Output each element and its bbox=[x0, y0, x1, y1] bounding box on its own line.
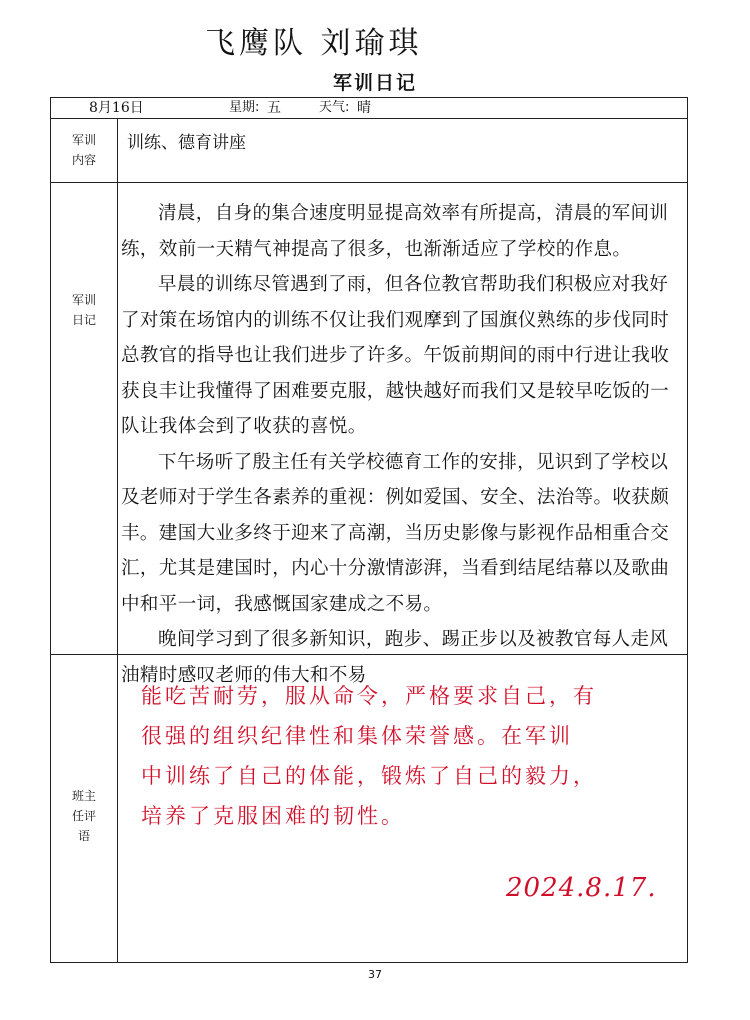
date-value: 8月16日 bbox=[89, 100, 144, 116]
diary-text bbox=[121, 196, 687, 693]
weekday-label: 星期: bbox=[229, 100, 260, 115]
teacher-comment-text bbox=[141, 676, 681, 836]
teacher-comment-label: 班主任评语 bbox=[71, 789, 96, 843]
comment-line: 能吃苦耐劳，服从命令，严格要求自己，有 bbox=[141, 684, 597, 708]
diary-paragraph: 清晨，自身的集合速度明显提高效率有所提高，清晨的军间训练，效前一天精气神提高了很多，也渐渐适应了学校的作息。 bbox=[121, 203, 669, 260]
diary-form bbox=[50, 97, 688, 963]
diary-paragraph: 下午场听了殷主任有关学校德育工作的安排，见识到了学校以及老师对于学生各素养的重视：例如爱国、安全、法治等。收获颇丰。建国大业多终于迎来了高潮，当历史影像与影视作品相重合交汇，尤其是建国时，内心十分激情澎湃，当看到结尾结幕以及歌曲中和平一词，我感慨国家建成之不易。 bbox=[121, 451, 670, 615]
diary-paragraph: 早晨的训练尽管遇到了雨，但各位教官帮助我们积极应对我好了对策在场馆内的训练不仅让我们观摩到了国旗仪熟练的步伐同时总教官的指导也让我们进步了许多。午饭前期间的雨中行进让我收获良丰让我懂得了困难要克服，越快越好而我们又是较早吃饭的一队让我体会到了收获的喜悦。 bbox=[121, 274, 670, 437]
column-divider bbox=[117, 118, 118, 963]
row-divider bbox=[51, 182, 687, 183]
training-content-label: 军训内容 bbox=[71, 133, 96, 167]
row-divider bbox=[51, 118, 687, 119]
training-content-value: 训练、德育讲座 bbox=[127, 133, 246, 153]
comment-date: 2024.8.17. bbox=[506, 873, 657, 903]
comment-line: 很强的组织纪律性和集体荣誉感。在军训 bbox=[141, 724, 573, 748]
weather-label: 天气: bbox=[319, 100, 350, 115]
owner-name: 飞鹰队 刘瑜琪 bbox=[205, 26, 423, 61]
weekday-value: 五 bbox=[267, 100, 281, 116]
diary-paragraph: 晚间学习到了很多新知识，跑步、踢正步以及被教官每人走风油精时感叹老师的伟大和不易 bbox=[121, 629, 669, 686]
comment-line: 中训练了自己的体能，锻炼了自己的毅力， bbox=[141, 764, 597, 788]
page-title: 军训日记 bbox=[332, 72, 417, 94]
weather-value: 晴 bbox=[357, 100, 371, 116]
comment-line: 培养了克服困难的韧性。 bbox=[141, 804, 405, 828]
page-number: 37 bbox=[368, 968, 382, 981]
diary-label: 军训日记 bbox=[71, 293, 96, 327]
